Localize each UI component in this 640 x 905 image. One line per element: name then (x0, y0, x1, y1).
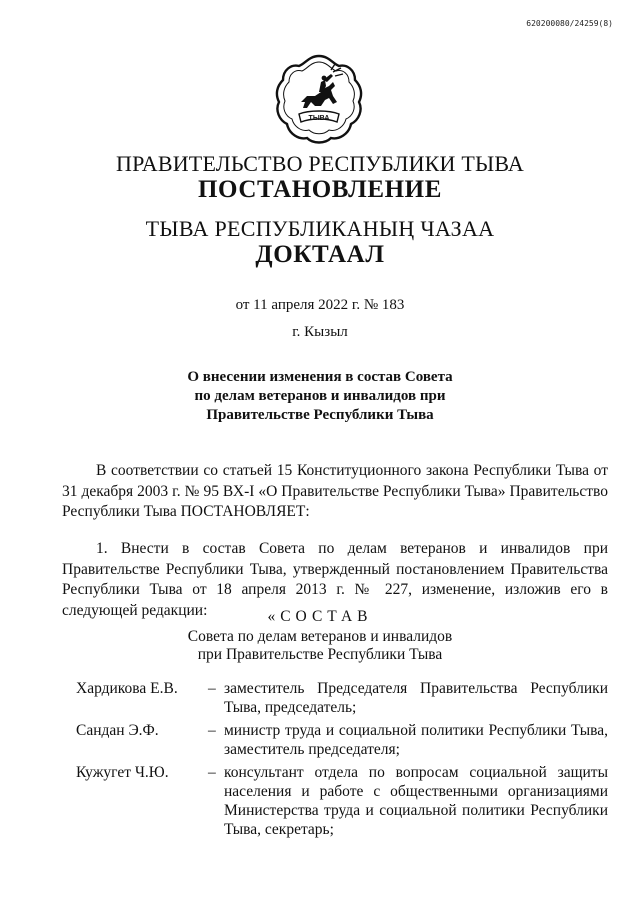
composition-heading: «СОСТАВ (267, 608, 373, 625)
composition-subheading: при Правительстве Республики Тыва (197, 646, 443, 663)
list-item (62, 679, 608, 717)
member-role: консультант отдела по вопросам социальной защиты населения и работе с общественными организациями Министерства труда и социальной политики Республики Тыва, секретарь; (224, 764, 608, 838)
resolution-title: ПОСТАНОВЛЕНИЕ (197, 176, 443, 203)
preamble-paragraph: В соответствии со статьей 15 Конституционного закона Республики Тыва от 31 декабря 2003 г. № 95 ВХ-I «О Правительстве Республики Тыва» Правительство Республики Тыва ПОСТАНОВЛЯЕТ: (62, 462, 608, 520)
members-list (62, 679, 608, 843)
resolution-date: от 11 апреля 2022 г. № 183 (235, 297, 405, 313)
member-dash: – (208, 680, 216, 697)
member-role: министр труда и социальной политики Республики Тыва, заместитель председателя; (224, 722, 608, 758)
composition-subheading: Совета по делам ветеранов и инвалидов (187, 628, 453, 645)
list-item (62, 763, 608, 839)
document-number: 620200080/24259(8) (526, 19, 613, 28)
tyva-emblem-icon (271, 52, 367, 148)
svg-text:ТЫВА: ТЫВА (308, 115, 330, 122)
member-role: заместитель Председателя Правительства Республики Тыва, председатель; (224, 680, 608, 716)
government-title: ПРАВИТЕЛЬСТВО РЕСПУБЛИКИ ТЫВА (116, 151, 524, 176)
resolution-title-tyvan: ДОКТААЛ (255, 241, 385, 268)
member-name: Кужугет Ч.Ю. (76, 764, 169, 781)
member-name: Хардикова Е.В. (76, 680, 178, 697)
subject-line: по делам ветеранов и инвалидов при (194, 388, 446, 404)
list-item (62, 721, 608, 759)
member-dash: – (208, 764, 216, 781)
resolution-subject (150, 368, 490, 425)
subject-line: Правительстве Республики Тыва (206, 407, 434, 423)
member-dash: – (208, 722, 216, 739)
government-title-tyvan: ТЫВА РЕСПУБЛИКАНЫҢ ЧАЗАА (145, 216, 495, 241)
clause-paragraph: 1. Внести в состав Совета по делам ветеранов и инвалидов при Правительстве Республики Тыва, утвержденный постановлением Правительства Республики Тыва от 18 апреля 2013 г. № 227, изменение, изложив его в следующей редакции: (62, 540, 608, 619)
city: г. Кызыл (292, 324, 348, 340)
member-name: Сандан Э.Ф. (76, 722, 159, 739)
subject-line: О внесении изменения в состав Совета (187, 369, 453, 385)
